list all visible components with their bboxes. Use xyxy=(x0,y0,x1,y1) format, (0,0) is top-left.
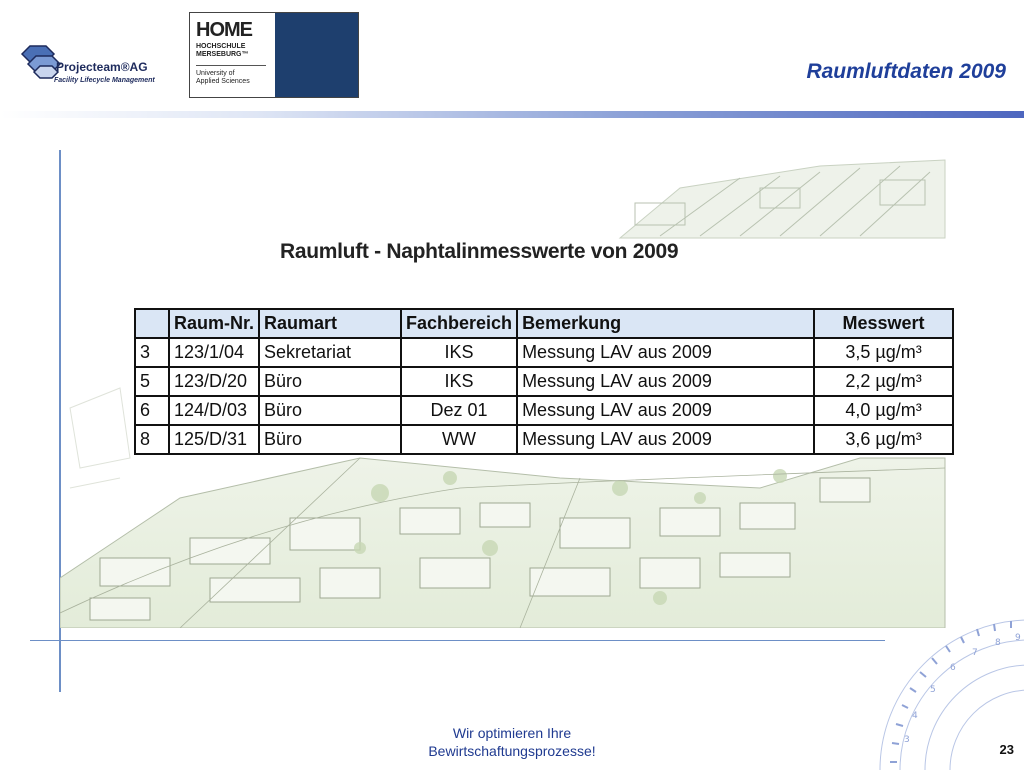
logo-subtitle xyxy=(196,43,249,59)
svg-text:3: 3 xyxy=(904,735,910,745)
column-header: Raumart xyxy=(259,309,401,338)
table-cell: 124/D/03 xyxy=(169,396,259,425)
table-row xyxy=(135,425,953,454)
logo-line-2: MERSEBURG™ xyxy=(196,51,249,58)
table-cell: 125/D/31 xyxy=(169,425,259,454)
logo-divider xyxy=(196,65,266,66)
column-header: Bemerkung xyxy=(517,309,814,338)
logo-line-4: Applied Sciences xyxy=(196,78,250,85)
naphthalene-table xyxy=(134,308,954,455)
table-cell: Messung LAV aus 2009 xyxy=(517,396,814,425)
column-header: Raum-Nr. xyxy=(169,309,259,338)
table-cell: IKS xyxy=(401,338,517,367)
svg-text:5: 5 xyxy=(930,685,936,695)
footer-line-2: Bewirtschaftungsprozesse! xyxy=(428,743,596,759)
table-cell: 123/D/20 xyxy=(169,367,259,396)
university-logo xyxy=(189,12,359,98)
column-header xyxy=(135,309,169,338)
logo-title: HOME xyxy=(196,19,252,41)
table-cell: 2,2 µg/m³ xyxy=(814,367,953,396)
company-name: Projecteam®AG xyxy=(56,60,148,74)
svg-text:4: 4 xyxy=(912,711,918,721)
page-number: 23 xyxy=(999,742,1014,757)
table-cell: 4,0 µg/m³ xyxy=(814,396,953,425)
table-cell: 8 xyxy=(135,425,169,454)
table-cell: IKS xyxy=(401,367,517,396)
table-title: Raumluft - Naphtalinmesswerte von 2009 xyxy=(280,240,679,263)
table-cell: 3 xyxy=(135,338,169,367)
table-cell: Büro xyxy=(259,425,401,454)
table-row xyxy=(135,367,953,396)
header-gradient-bar xyxy=(0,111,1024,118)
svg-text:8: 8 xyxy=(995,638,1001,648)
frame-horizontal-line xyxy=(30,640,885,641)
column-header: Fachbereich xyxy=(401,309,517,338)
svg-text:6: 6 xyxy=(950,663,956,673)
table-cell: 5 xyxy=(135,367,169,396)
logo-university-text xyxy=(196,70,250,86)
table-cell: WW xyxy=(401,425,517,454)
table-cell: Messung LAV aus 2009 xyxy=(517,425,814,454)
table-cell: Sekretariat xyxy=(259,338,401,367)
logo-line-1: HOCHSCHULE xyxy=(196,43,246,50)
table-cell: Messung LAV aus 2009 xyxy=(517,367,814,396)
svg-text:7: 7 xyxy=(972,648,978,658)
table-cell: Büro xyxy=(259,367,401,396)
column-header: Messwert xyxy=(814,309,953,338)
table-cell: Dez 01 xyxy=(401,396,517,425)
table-cell: 3,5 µg/m³ xyxy=(814,338,953,367)
table-header-row xyxy=(135,309,953,338)
table-cell: 123/1/04 xyxy=(169,338,259,367)
projecteam-logo xyxy=(18,42,158,92)
table-cell: Messung LAV aus 2009 xyxy=(517,338,814,367)
footer-slogan xyxy=(400,724,624,760)
table-row xyxy=(135,338,953,367)
table-row xyxy=(135,396,953,425)
slide-title: Raumluftdaten 2009 xyxy=(806,60,1006,83)
logo-blue-panel xyxy=(275,13,358,97)
footer-line-1: Wir optimieren Ihre xyxy=(452,725,572,741)
logo-line-3: University of xyxy=(196,70,235,77)
svg-text:9: 9 xyxy=(1015,633,1021,643)
table-cell: 6 xyxy=(135,396,169,425)
company-tagline: Facility Lifecycle Management xyxy=(54,77,155,84)
table-cell: 3,6 µg/m³ xyxy=(814,425,953,454)
table-cell: Büro xyxy=(259,396,401,425)
